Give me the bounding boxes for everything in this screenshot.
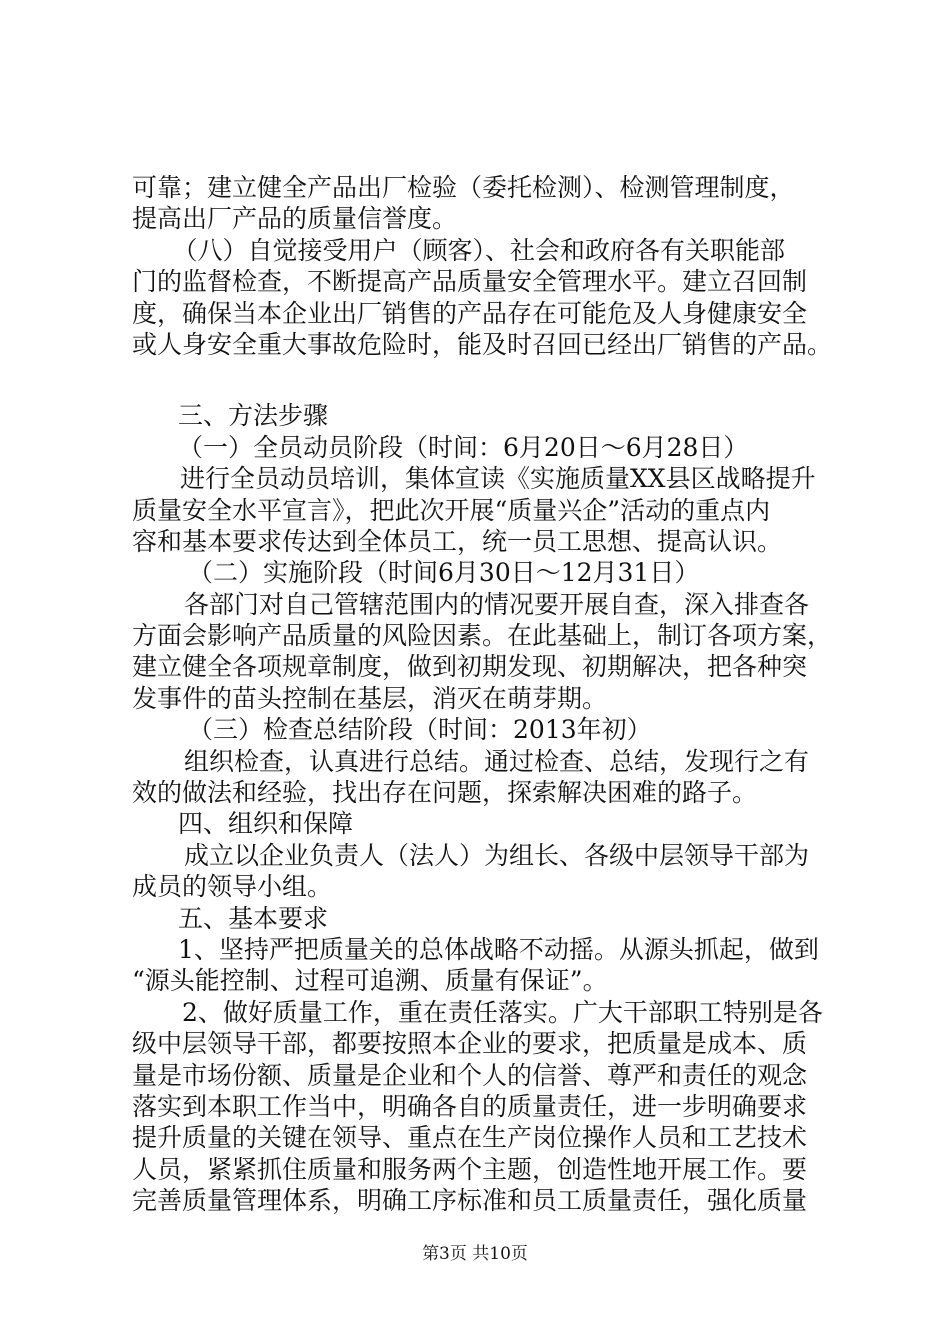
page-footer [0, 1243, 950, 1265]
subsection-heading: （一）全员动员阶段（时间：6月20日～6月28日） [178, 432, 749, 462]
text-line: 门的监督检查，不断提高产品质量安全管理水平。建立召回制 [132, 267, 808, 297]
text-line: 建立健全各项规章制度，做到初期发现、初期解决，把各种突 [132, 652, 808, 682]
text-line: 2、做好质量工作，重在责任落实。广大干部职工特别是各 [182, 997, 823, 1027]
subsection-heading: （二）实施阶段（时间6月30日～12月31日） [188, 558, 700, 588]
text-line: 人员，紧紧抓住质量和服务两个主题，创造性地开展工作。要 [132, 1154, 808, 1184]
text-line: 1、坚持严把质量关的总体战略不动摇。从源头抓起，做到 [178, 934, 819, 964]
text-line: 进行全员动员培训，集体宣读《实施质量XX县区战略提升 [180, 464, 816, 494]
text-line: 提高出厂产品的质量信誉度。 [132, 204, 458, 234]
text-line: 落实到本职工作当中，明确各自的质量责任，进一步明确要求 [132, 1091, 808, 1121]
text-line: 量是市场份额、质量是企业和个人的信誉、尊严和责任的观念 [132, 1060, 808, 1090]
paragraph-gap [132, 360, 832, 400]
text-line: （八）自觉接受用户（顾客）、社会和政府各有关职能部 [160, 235, 786, 265]
text-line: “源头能控制、过程可追溯、质量有保证”。 [132, 966, 608, 996]
document-body [132, 172, 832, 1217]
text-line: 可靠；建立健全产品出厂检验（委托检测）、检测管理制度， [132, 173, 795, 202]
text-line: 容和基本要求传达到全体员工，统一员工思想、提高认识。 [132, 526, 783, 556]
section-heading: 三、方法步骤 [178, 401, 329, 431]
text-line: 提升质量的关键在领导、重点在生产岗位操作人员和工艺技术 [132, 1123, 808, 1153]
text-line: 组织检查，认真进行总结。通过检查、总结，发现行之有 [184, 746, 810, 776]
text-line: 完善质量管理体系，明确工序标准和员工质量责任，强化质量 [132, 1186, 808, 1216]
page-number: 第3页 共10页 [422, 1244, 528, 1264]
subsection-heading: （三）检查总结阶段（时间：2013年初） [188, 715, 652, 745]
text-line: 效的做法和经验，找出存在问题，探索解决困难的路子。 [132, 778, 758, 808]
text-line: 各部门对自己管辖范围内的情况要开展自查，深入排查各 [184, 589, 810, 619]
text-line: 成立以企业负责人（法人）为组长、各级中层领导干部为 [184, 840, 810, 870]
text-line: 或人身安全重大事故危险时，能及时召回已经出厂销售的产品。 [132, 329, 832, 359]
section-heading: 五、基本要求 [178, 903, 329, 933]
section-heading: 四、组织和保障 [178, 809, 354, 839]
text-line: 级中层领导干部，都要按照本企业的要求，把质量是成本、质 [132, 1029, 808, 1059]
text-line: 发事件的苗头控制在基层，消灭在萌芽期。 [132, 683, 608, 713]
text-line: 度，确保当本企业出厂销售的产品存在可能危及人身健康安全 [132, 298, 808, 328]
text-line: 成员的领导小组。 [132, 872, 333, 902]
text-line: 方面会影响产品质量的风险因素。在此基础上，制订各项方案， [132, 621, 832, 651]
text-line: 质量安全水平宣言》，把此次开展“质量兴企”活动的重点内 [132, 495, 771, 525]
